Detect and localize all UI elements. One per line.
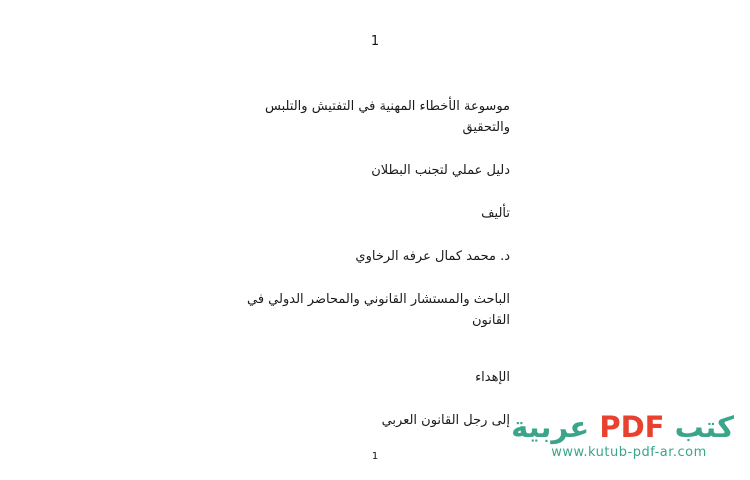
watermark-arabiya-text: عربية bbox=[511, 410, 590, 444]
watermark-kutub-text: كتب bbox=[674, 410, 734, 444]
watermark-pdf-text: PDF bbox=[589, 410, 675, 444]
watermark bbox=[511, 410, 734, 460]
dedication-heading: الإهداء bbox=[475, 370, 510, 385]
watermark-url: www.kutub-pdf-ar.com bbox=[551, 445, 707, 460]
document-body bbox=[238, 96, 510, 431]
book-title: موسوعة الأخطاء المهنية في التفتيش والتلبس والتحقيق bbox=[265, 99, 510, 135]
watermark-title bbox=[511, 410, 734, 444]
authorship-label: تأليف bbox=[481, 206, 510, 221]
page-number-top: 1 bbox=[370, 34, 380, 49]
author-credentials: الباحث والمستشار القانوني والمحاضر الدولي في القانون bbox=[247, 292, 510, 328]
author-name: د. محمد كمال عرفه الرخاوي bbox=[355, 249, 510, 264]
book-subtitle: دليل عملي لتجنب البطلان bbox=[371, 163, 510, 178]
page-number-bottom: 1 bbox=[371, 451, 379, 462]
dedication-text: إلى رجل القانون العربي bbox=[381, 413, 510, 428]
